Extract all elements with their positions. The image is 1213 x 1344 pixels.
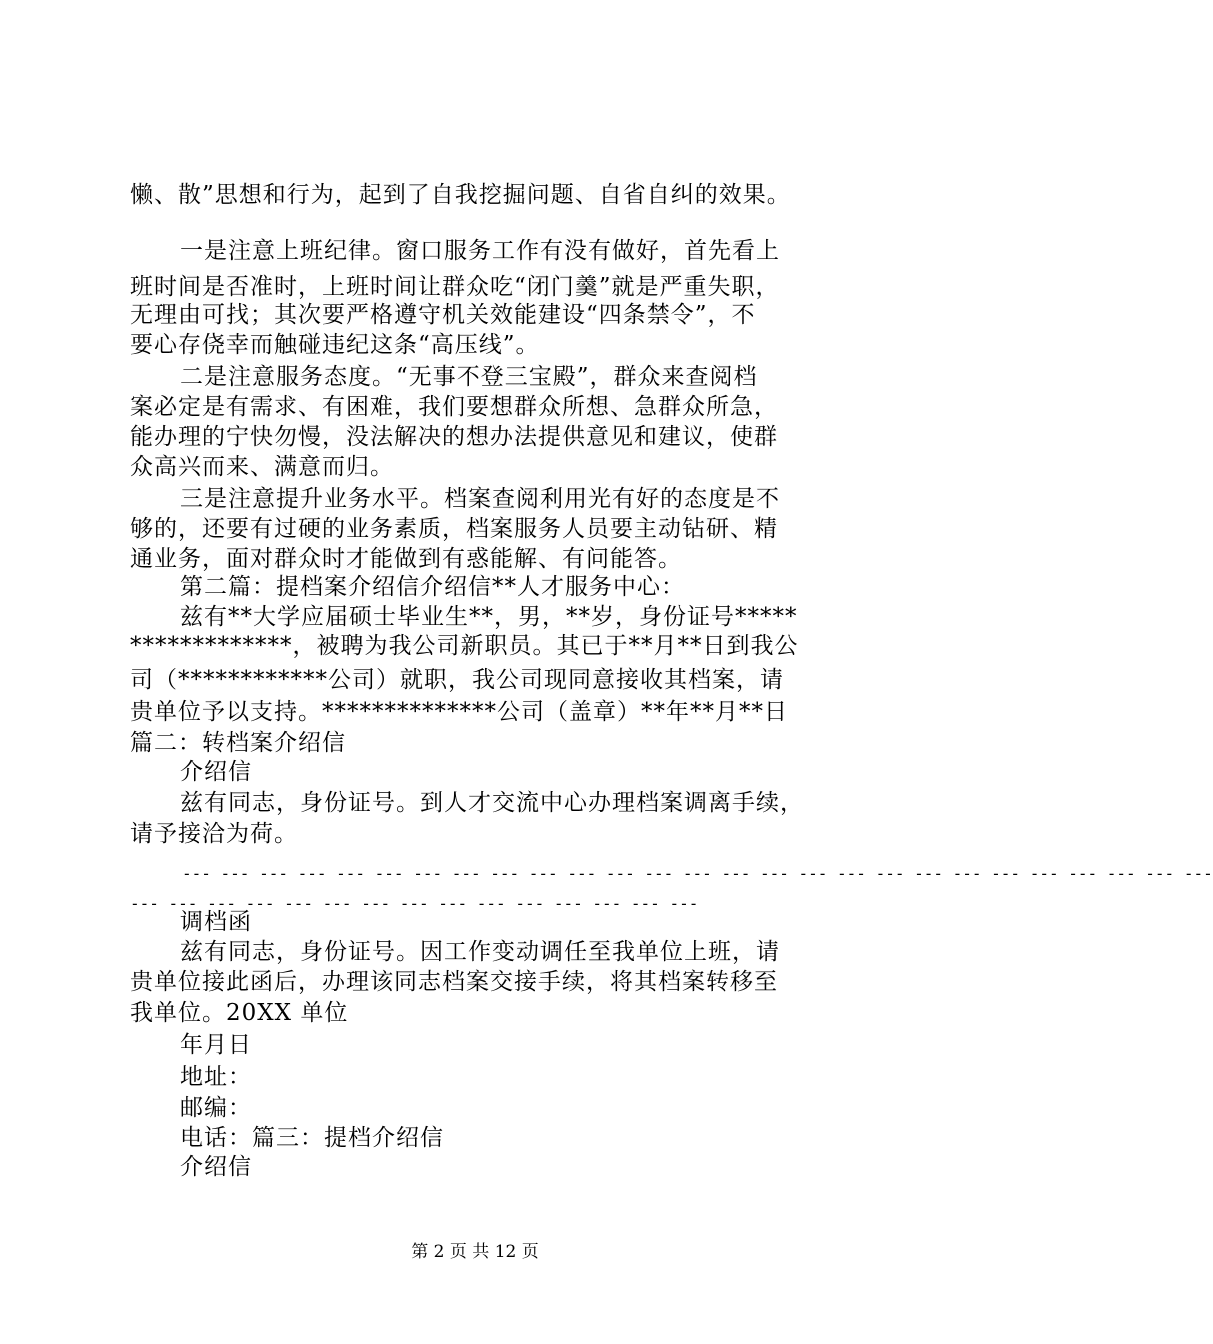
paragraph-line: 贵单位予以支持。**************公司（盖章）**年**月**日: [130, 699, 788, 725]
paragraph-line: 兹有同志，身份证号。到人才交流中心办理档案调离手续，: [180, 790, 804, 816]
paragraph-line: 班时间是否准时，上班时间让群众吃“闭门羹”就是严重失职，: [130, 274, 780, 300]
paragraph-line: 兹有同志，身份证号。因工作变动调任至我单位上班，请: [180, 939, 780, 965]
date-line: 年月日: [180, 1032, 252, 1058]
paragraph-line: *************，被聘为我公司新职员。其已于**月**日到我公: [130, 633, 799, 659]
section-heading: 篇二：转档案介绍信: [130, 730, 346, 756]
paragraph-line: 一是注意上班纪律。窗口服务工作有没有做好，首先看上: [180, 238, 780, 264]
paragraph-line: 贵单位接此函后，办理该同志档案交接手续，将其档案转移至: [130, 969, 778, 995]
letter-title: 介绍信: [180, 759, 252, 785]
paragraph-line: 通业务，面对群众时才能做到有惑能解、有问能答。: [130, 546, 682, 572]
paragraph-line: 请予接洽为荷。: [130, 821, 298, 847]
paragraph-line: 二是注意服务态度。“无事不登三宝殿”，群众来查阅档: [180, 364, 758, 390]
phone-line: 电话：篇三：提档介绍信: [180, 1125, 444, 1151]
paragraph-line: 要心存侥幸而触碰违纪这条“高压线”。: [130, 332, 540, 358]
section-heading: 第二篇：提档案介绍信介绍信**人才服务中心：: [180, 574, 685, 600]
postcode-line: 邮编：: [180, 1095, 252, 1121]
paragraph-line: 兹有**大学应届硕士毕业生**，男，**岁，身份证号*****: [180, 604, 798, 630]
address-line: 地址：: [180, 1064, 252, 1090]
paragraph-line: 众高兴而来、满意而归。: [130, 454, 394, 480]
divider-line: --- --- --- --- --- --- --- --- --- --- --- --- --- --- --- --- --- --- --- --- --- --- --- --- --- --- ---: [182, 864, 1213, 883]
paragraph-line: 三是注意提升业务水平。档案查阅利用光有好的态度是不: [180, 486, 780, 512]
paragraph-line: 无理由可找；其次要严格遵守机关效能建设“四条禁令”，不: [130, 302, 756, 328]
paragraph-line: 案必定是有需求、有困难，我们要想群众所想、急群众所急，: [130, 394, 778, 420]
divider-line: --- --- --- --- --- --- --- --- --- --- --- --- --- --- ---: [130, 894, 699, 913]
page-footer: 第 2 页 共 12 页: [411, 1242, 539, 1262]
paragraph-line: 能办理的宁快勿慢，没法解决的想办法提供意见和建议，使群: [130, 424, 778, 450]
letter-title: 介绍信: [180, 1154, 252, 1180]
paragraph-line: 我单位。20XX 单位: [130, 1000, 349, 1026]
paragraph-line: 够的，还要有过硬的业务素质，档案服务人员要主动钻研、精: [130, 516, 778, 542]
paragraph-line: 懒、散”思想和行为，起到了自我挖掘问题、自省自纠的效果。: [130, 182, 791, 208]
letter-title: 调档函: [180, 909, 252, 935]
paragraph-line: 司（************公司）就职，我公司现同意接收其档案，请: [130, 667, 784, 693]
